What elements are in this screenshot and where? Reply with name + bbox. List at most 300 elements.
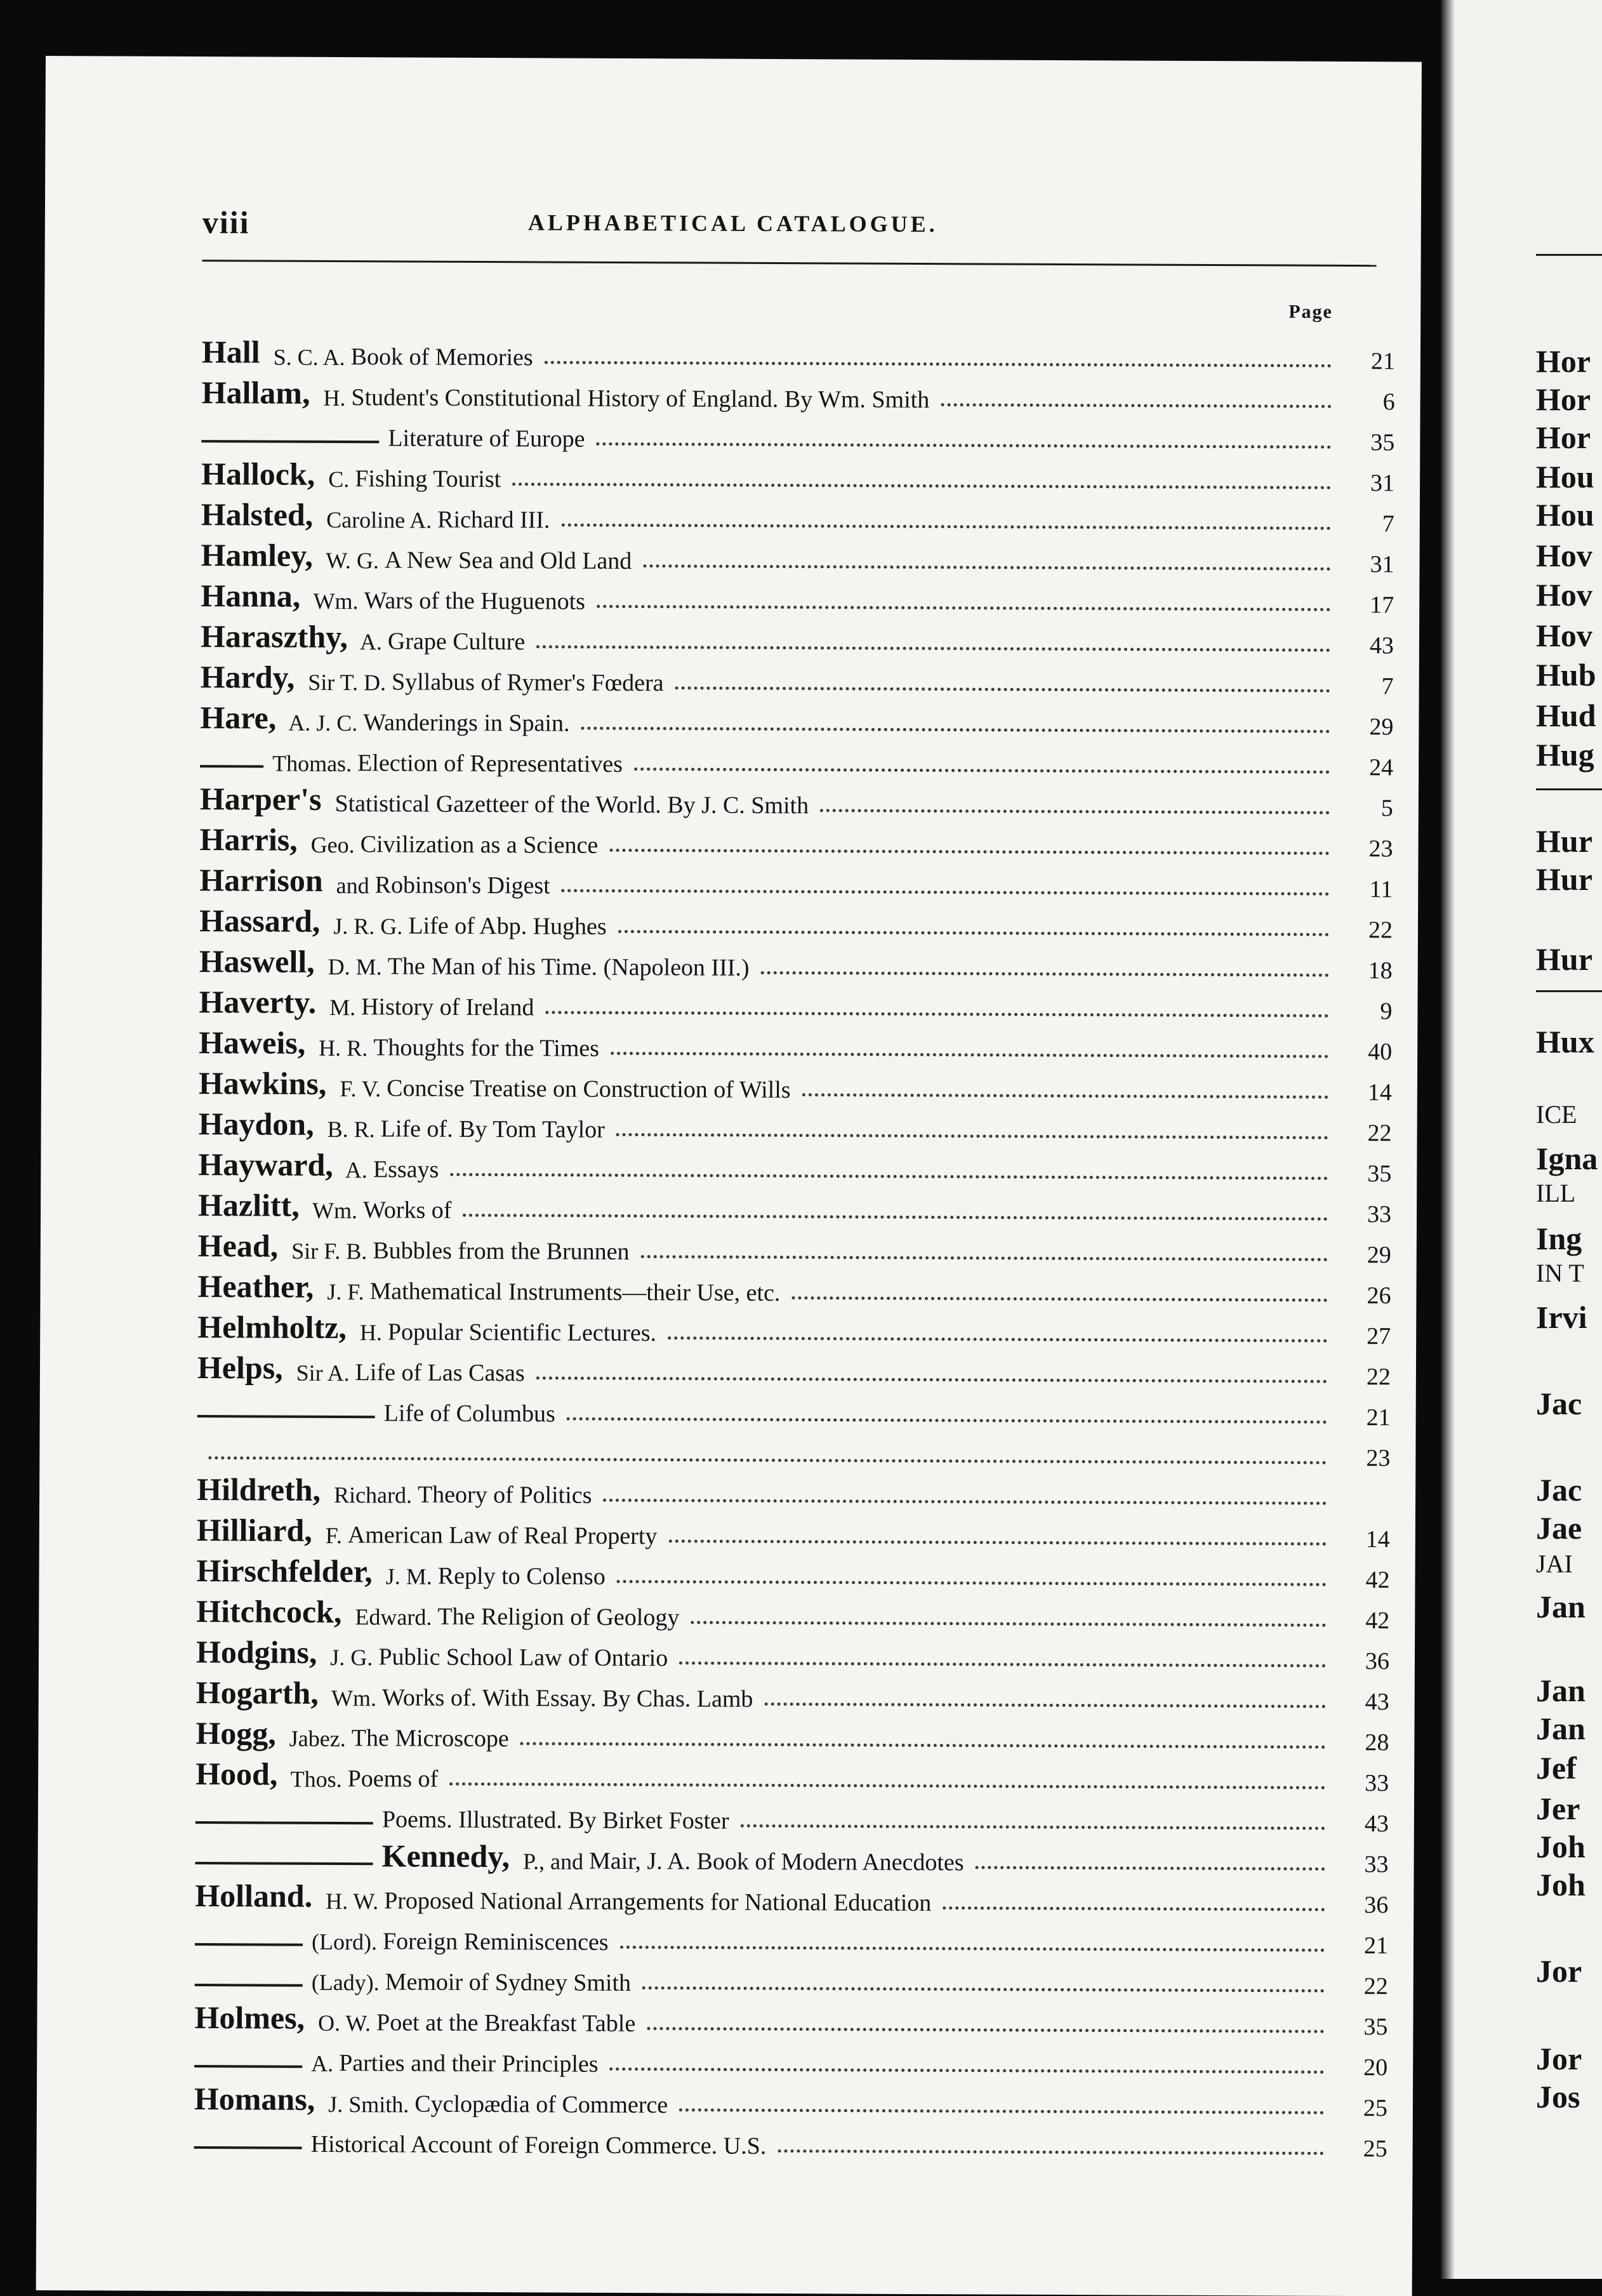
facing-page-entry: Hud [1536,697,1596,734]
entry-page-number: 22 [1342,916,1393,944]
catalogue-entry [202,329,1395,375]
dot-leader [597,605,1330,611]
entry-page-number: 17 [1343,591,1394,619]
facing-page-entry: Ing [1536,1220,1582,1257]
entry-page-number: 42 [1339,1607,1389,1635]
entry-title: Essays [373,1155,439,1183]
entry-author: Helps, [197,1349,283,1386]
entry-initials: Richard. [328,1482,418,1509]
entry-title: The Religion of Geology [437,1603,679,1632]
dot-leader [567,1417,1327,1424]
entry-title: Works of. With Essay. By Chas. Lamb [382,1683,753,1713]
dot-leader [679,2108,1324,2114]
entry-initials: H. [354,1319,388,1346]
entry-page-number: 6 [1344,388,1395,416]
entry-author: Harper's [200,780,322,818]
entry-author: Heather, [197,1268,314,1305]
entry-title: Mathematical Instruments—their Use, etc. [369,1277,780,1307]
dot-leader [463,1214,1328,1221]
ditto-rule [201,440,379,443]
entry-title: Life of Las Casas [355,1358,525,1387]
entry-author: Homans, [194,2080,315,2118]
entry-page-number: 26 [1340,1282,1391,1310]
entry-page-number: 7 [1343,672,1394,700]
facing-page-entry: Hov [1536,617,1592,654]
entry-author: Harris, [199,821,297,858]
catalogue-entry [199,979,1392,1025]
catalogue-entries [194,329,1396,2163]
entry-author: Hayward, [198,1146,333,1183]
entry-initials: C. [322,466,355,493]
dot-leader [545,1011,1328,1017]
catalogue-entry [201,573,1394,619]
entry-title: Theory of Politics [418,1481,592,1510]
dot-leader [611,1052,1328,1058]
ditto-rule [195,1943,303,1946]
entry-initials: Thos. [285,1766,348,1793]
ditto-rule [195,1984,303,1987]
entry-page-number: 7 [1344,510,1394,538]
entry-page-number: 29 [1342,713,1393,741]
ditto-rule [197,1415,375,1418]
entry-title: History of Ireland [361,993,534,1021]
catalogue-entry [199,1061,1392,1106]
entry-initials: Edward. [349,1603,437,1631]
entry-author: Hazlitt, [198,1186,300,1224]
entry-author: Haraszthy, [201,618,348,655]
entry-title: The Microscope [352,1724,509,1753]
entry-page-number: 21 [1340,1403,1391,1431]
entry-author: Hitchcock, [196,1593,341,1630]
catalogue-entry [196,1629,1389,1675]
catalogue-entry [199,939,1393,985]
entry-page-number: 20 [1337,2054,1387,2081]
entry-initials [329,791,334,818]
entry-initials: B. R. [322,1116,381,1143]
entry-title: Memoir of Sydney Smith [385,1968,632,1997]
dot-leader [449,1782,1325,1789]
entry-initials: S. C. A. [268,344,351,371]
facing-page-rule [1536,254,1602,256]
catalogue-entry [196,1548,1389,1594]
entry-page-number: 25 [1337,2094,1387,2122]
entry-initials: Geo. [305,832,361,858]
catalogue-entry [199,817,1393,863]
facing-page-entry: Joh [1536,1866,1585,1903]
entry-initials: Caroline A. [321,507,437,534]
entry-title: Life of Abp. Hughes [408,912,607,941]
entry-author: Haydon, [199,1105,314,1143]
facing-page-entry: Hur [1536,861,1592,898]
catalogue-page [36,56,1422,2296]
entry-title: A New Sea and Old Land [385,546,632,575]
entry-author: Head, [198,1227,279,1264]
entry-initials: A. J. C. [284,710,363,737]
entry-author: Hallock, [201,455,315,493]
entry-author: Hardy, [201,658,295,696]
dot-leader [603,1499,1327,1505]
entry-page-number: 36 [1339,1647,1389,1675]
entry-page-number: 14 [1339,1525,1390,1553]
facing-page-entry: Hov [1536,537,1592,574]
catalogue-entry [194,2036,1387,2081]
entry-title: Life of Columbus [384,1399,555,1428]
catalogue-entry [194,2076,1387,2122]
catalogue-entry [199,898,1393,944]
catalogue-entry [200,695,1393,741]
entry-author: Holland. [195,1877,312,1914]
catalogue-entry [199,1101,1392,1147]
facing-page-entry: ICE [1536,1099,1577,1129]
catalogue-entry [198,1142,1391,1188]
entry-page-number: 35 [1337,2013,1387,2041]
entry-title: Election of Representatives [357,749,623,778]
catalogue-entry [201,492,1394,538]
facing-page-rule [1536,990,1602,992]
entry-author: Haswell, [199,943,315,980]
page-number: viii [202,204,250,241]
entry-initials: J. F. [321,1278,369,1305]
entry-author: Hodgins, [196,1633,317,1671]
facing-page-entry: Hov [1536,576,1592,613]
facing-page-entry: Jef [1536,1749,1577,1786]
entry-initials: Wm. [307,1197,364,1224]
catalogue-entry [197,1345,1391,1391]
entry-page-number: 22 [1337,1972,1388,2000]
facing-page-entry: Jos [1536,2078,1580,2115]
entry-author: Haverty. [199,983,316,1021]
entry-page-number: 31 [1344,469,1394,497]
entry-page-number: 11 [1342,875,1393,903]
catalogue-entry [197,1467,1390,1513]
entry-title: Foreign Reminiscences [383,1927,609,1956]
catalogue-entry [197,1508,1390,1553]
entry-author: Halsted, [201,496,314,533]
entry-page-number: 23 [1339,1444,1390,1472]
facing-page-rule [1536,788,1602,790]
entry-title: Statistical Gazetteer of the World. By J. C. Smith [334,790,809,820]
dot-leader [668,1539,1326,1546]
entry-initials: D. M. [322,953,388,980]
entry-title: Wars of the Huguenots [364,587,586,616]
facing-page-entry: Hux [1536,1023,1594,1060]
facing-page-entry: Jac [1536,1471,1582,1508]
dot-leader [520,1742,1326,1749]
facing-page-entry: Jan [1536,1672,1585,1709]
facing-page-entry: Hou [1536,458,1594,495]
facing-page-entry: Irvi [1536,1299,1587,1336]
entry-author: Harrison [199,861,323,899]
dot-leader [641,1255,1328,1261]
dot-leader [610,2067,1325,2074]
entry-initials: J. R. G. [328,913,408,940]
catalogue-entry [199,1020,1392,1066]
entry-initials: H. W. [320,1888,384,1914]
entry-page-number: 35 [1341,1160,1391,1188]
entry-page-number: 25 [1337,2135,1387,2163]
entry-initials: and [331,872,375,899]
catalogue-entry [195,1873,1388,1919]
ditto-rule [194,2146,302,2149]
entry-title: Robinson's Digest [375,871,550,899]
catalogue-entry [197,1264,1391,1310]
dot-leader [617,1580,1327,1586]
dot-leader [642,1986,1325,1993]
entry-initials: H. R. [313,1035,373,1061]
entry-initials: (Lady). [312,1969,385,1996]
entry-author: Hamley, [201,536,313,574]
catalogue-entry [195,1792,1389,1838]
dot-leader [620,1946,1325,1952]
entry-title: Student's Constitutional History of England. By Wm. Smith [351,383,929,414]
entry-initials: J. Smith. [322,2091,414,2118]
entry-initials: Sir F. B. [286,1238,373,1265]
facing-page-entry: Jer [1536,1790,1580,1827]
entry-page-number: 23 [1342,835,1393,863]
facing-page-entry: Jac [1536,1385,1582,1422]
facing-page-entry: Jan [1536,1588,1585,1625]
entry-initials: Sir T. D. [302,669,392,696]
catalogue-entry [197,1386,1391,1431]
entry-author: Hanna, [201,577,300,614]
dot-leader [943,1906,1325,1911]
entry-title: Parties and their Principles [339,2049,599,2078]
entry-title: Proposed National Arrangements for National Education [384,1887,931,1917]
catalogue-entry [198,1183,1391,1228]
entry-title: Bubbles from the Brunnen [373,1237,629,1266]
catalogue-entry [195,1711,1389,1756]
facing-page-entry: Jor [1536,2040,1582,2077]
dot-leader [609,849,1329,855]
entry-title: Works of [363,1196,452,1224]
entry-initials: Thomas. [272,750,357,778]
entry-title: Book of Memories [351,343,533,371]
dot-leader [778,2149,1323,2155]
entry-initials: Wm. [326,1685,383,1711]
facing-page-entry: Hur [1536,823,1592,859]
entry-page-number: 24 [1342,753,1393,781]
entry-page-number: 43 [1339,1688,1389,1716]
catalogue-entry [198,1223,1391,1269]
entry-initials: A. [341,1157,373,1183]
entry-author: Hilliard, [197,1511,312,1549]
facing-page-entry: Hur [1536,941,1592,978]
entry-page-number: 36 [1337,1891,1388,1919]
dot-leader [616,1133,1328,1139]
entry-title: Reply to Colenso [438,1562,606,1591]
dot-leader [976,1866,1325,1870]
catalogue-entry [200,776,1393,822]
entry-title: American Law of Real Property [348,1521,658,1550]
entry-title: Wanderings in Spain. [363,708,569,737]
entry-page-number: 14 [1341,1078,1392,1106]
entry-page-number: 43 [1343,632,1394,660]
entry-author: Hildreth, [197,1471,321,1508]
entry-title: Poet at the Breakfast Table [376,2008,635,2038]
entry-initials: Sir A. [291,1360,355,1386]
entry-author: Hassard, [199,902,321,939]
dot-leader [450,1173,1328,1180]
entry-page-number: 42 [1339,1566,1389,1594]
dot-leader [647,2027,1324,2033]
entry-title: Thoughts for the Times [373,1033,599,1063]
dot-leader [208,1456,1327,1464]
dot-leader [741,1824,1325,1830]
entry-author: Hirschfelder, [196,1552,373,1589]
dot-leader [512,482,1331,489]
facing-page-entry: Igna [1536,1140,1598,1177]
entry-author: Haweis, [199,1024,305,1061]
entry-title: Syllabus of Rymer's Fœdera [392,668,664,697]
entry-title: Concise Treatise on Construction of Wills [387,1074,791,1104]
facing-page-entry: Hor [1536,381,1591,418]
entry-title: Richard III. [437,506,550,534]
dot-leader [941,403,1331,408]
dot-leader [820,809,1330,814]
entry-page-number: 35 [1344,428,1394,456]
catalogue-entry [195,1751,1389,1797]
entry-author: Hallam, [202,374,310,411]
catalogue-entry [201,411,1394,456]
catalogue-entry [195,1914,1388,1960]
entry-initials: M. [324,994,361,1021]
dot-leader [536,645,1330,651]
catalogue-entry [195,1954,1388,2000]
facing-page-entry: Joh [1536,1828,1585,1865]
entry-author: Kennedy, [382,1837,510,1875]
catalogue-entry [196,1670,1389,1716]
entry-page-number: 9 [1341,997,1392,1025]
entry-page-number: 5 [1342,794,1393,822]
dot-leader [679,1661,1326,1667]
catalogue-entry [196,1589,1389,1635]
facing-page-entry: Hou [1536,496,1594,533]
entry-author: Helmholtz, [197,1308,347,1346]
catalogue-entry [201,533,1394,578]
catalogue-entry [197,1304,1391,1350]
entry-author: Hogg, [195,1715,276,1752]
dot-leader [545,361,1332,367]
entry-initials: A. [311,2050,339,2077]
entry-initials: O. W. [312,2010,376,2036]
facing-page-entry: JAI [1536,1549,1573,1579]
entry-page-number: 18 [1342,957,1393,985]
entry-title: Poems of [348,1765,439,1793]
facing-page-entry: Jan [1536,1710,1585,1747]
entry-initials: (Lord). [312,1928,383,1955]
dot-leader [764,1702,1325,1708]
dot-leader [618,930,1329,936]
entry-author: Hall [202,333,260,370]
entry-title: Literature of Europe [388,424,585,453]
entry-initials: H. [317,385,351,411]
entry-author: Hogarth, [196,1674,319,1711]
dot-leader [581,727,1330,733]
entry-initials: J. G. [324,1644,378,1671]
facing-page-entry: IN T [1536,1258,1584,1288]
entry-title: Popular Scientific Lectures. [388,1318,656,1347]
dot-leader [634,767,1330,774]
entry-initials: W. G. [321,547,385,574]
entry-page-number: 33 [1341,1200,1391,1228]
catalogue-entry [194,1995,1387,2041]
entry-initials: Wm. [308,588,364,614]
catalogue-entry [197,1426,1390,1472]
catalogue-entry [201,451,1394,497]
entry-page-number: 33 [1338,1769,1389,1797]
catalogue-entry [199,858,1393,903]
facing-page-entry: Hor [1536,419,1591,456]
entry-page-number: 29 [1341,1241,1391,1269]
dot-leader [643,564,1330,571]
ditto-rule [200,765,263,767]
entry-initials: J. M. [380,1563,438,1589]
running-head: ALPHABETICAL CATALOGUE. [45,207,1421,239]
entry-page-number: 22 [1340,1363,1391,1391]
entry-author: Hare, [200,699,276,736]
entry-initials: P., and [517,1848,589,1875]
page-gutter-shadow [1441,0,1455,2279]
entry-page-number: 31 [1343,550,1394,578]
facing-page-entry: Jae [1536,1510,1582,1546]
catalogue-entry [195,1833,1389,1878]
facing-page-entry: Hug [1536,736,1594,773]
entry-initials: F. V. [334,1075,387,1102]
entry-title: Life of. By Tom Taylor [381,1115,605,1144]
dot-leader [668,1336,1327,1343]
entry-title: Grape Culture [388,627,526,656]
facing-page-entry: ILL [1536,1178,1575,1208]
entry-initials: Jabez. [284,1725,352,1752]
catalogue-entry [201,654,1394,700]
ditto-rule [195,1862,373,1865]
page-column-label: Page [1288,302,1333,323]
entry-author: Hawkins, [199,1065,327,1102]
ditto-rule [195,1821,373,1824]
facing-page-entry: Jor [1536,1953,1582,1989]
entry-author: Hood, [195,1755,277,1793]
entry-title: The Man of his Time. (Napoleon III.) [388,952,750,981]
catalogue-entry [201,614,1394,660]
facing-page-fragment [1441,0,1602,2279]
entry-author: Holmes, [194,1999,305,2036]
dot-leader [791,1296,1327,1302]
dot-leader [802,1093,1328,1099]
entry-title: Poems. Illustrated. By Birket Foster [382,1805,729,1835]
catalogue-entry [202,370,1395,416]
entry-page-number: 33 [1337,1850,1388,1878]
entry-initials: A. [355,628,388,655]
dot-leader [675,686,1330,693]
entry-initials: F. [320,1522,348,1549]
entry-page-number: 21 [1337,1932,1388,1960]
facing-page-entry: Hub [1536,656,1596,693]
entry-title: Fishing Tourist [355,465,501,493]
entry-title: Civilization as a Science [361,830,599,859]
entry-title: Mair, J. A. Book of Modern Anecdotes [589,1847,964,1877]
dot-leader [691,1621,1326,1626]
ditto-rule [194,2065,302,2068]
entry-page-number: 43 [1338,1810,1389,1838]
entry-title: Public School Law of Ontario [378,1643,668,1672]
entry-title: Historical Account of Foreign Commerce. U.S. [311,2130,767,2160]
entry-page-number: 40 [1341,1038,1392,1066]
catalogue-entry [200,736,1393,781]
header-rule [202,260,1377,267]
catalogue-entry [194,2117,1387,2163]
entry-page-number: 28 [1338,1729,1389,1756]
dot-leader [536,1376,1327,1383]
